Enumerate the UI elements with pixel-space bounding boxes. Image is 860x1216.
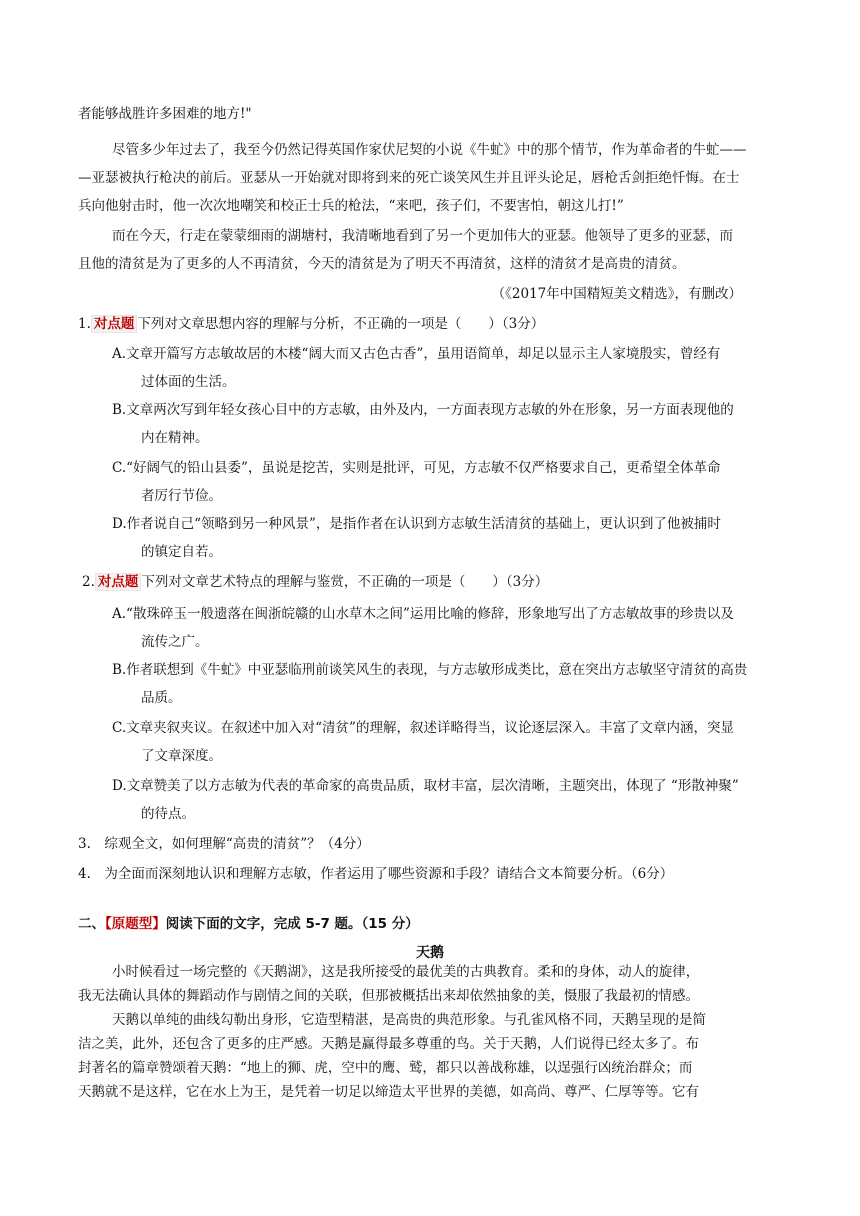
option-d: D.文章赞美了以方志敏为代表的革命家的高贵品质，取材丰富，层次清晰，主题突出，体现了 “形散神聚” [112, 778, 739, 794]
passage-title: 天鹅 [416, 945, 444, 961]
paragraph-line: 且他的清贫是为了更多的人不再清贫，今天的清贫是为了明天不再清贫，这样的清贫才是高贵的清贫。 [78, 256, 686, 272]
option-d-cont: 的镇定自若。 [141, 544, 222, 560]
paragraph-line: 我无法确认具体的舞蹈动作与剧情之间的关联，但那被概括出来却依然抽象的美，慑服了我最初的情感。 [78, 988, 699, 1004]
section-tag: 【原题型】 [105, 916, 166, 932]
option-b-cont: 品质。 [141, 690, 182, 706]
option-c: C.“好阔气的铅山县委”，虽说是挖苦，实则是批评，可见，方志敏不仅严格要求自己，更希望全体革命 [112, 460, 721, 476]
option-b: B.作者联想到《牛虻》中亚瑟临刑前谈笑风生的表现，与方志敏形成类比，意在突出方志敏坚守清贫的高贵 [112, 662, 748, 678]
paragraph-line: 小时候看过一场完整的《天鹅湖》，这是我所接受的最优美的古典教育。柔和的身体，动人的旋律， [112, 964, 700, 980]
option-a-cont: 流传之广。 [141, 634, 209, 650]
question-stem [78, 314, 800, 334]
question-number: 2. [82, 574, 95, 590]
section-number: 二、 [78, 916, 105, 932]
question-text: 下列对文章思想内容的理解与分析，不正确的一项是（ ）（3分） [137, 316, 545, 332]
paragraph-line: 天鹅就不是这样，它在水上为王，是凭着一切足以缔造太平世界的美德，如高尚、尊严、仁厚等等。它有 [78, 1084, 699, 1100]
section-instruction: 阅读下面的文字，完成 5-7 题。（15 分） [165, 916, 419, 932]
option-c: C.文章夹叙夹议。在叙述中加入对“清贫”的理解，叙述详略得当，议论逐层深入。丰富了文章内涵，突显 [112, 720, 734, 736]
option-d-cont: 的待点。 [141, 806, 195, 822]
option-c-cont: 了文章深度。 [141, 748, 222, 764]
paragraph-line: 者能够战胜许多困难的地方!" [78, 106, 252, 122]
paragraph-line: 尽管多少年过去了，我至今仍然记得英国作家伏尼契的小说《牛虻》中的那个情节，作为革命者的牛虻—— [112, 142, 747, 158]
option-c-cont: 者厉行节俭。 [141, 488, 222, 504]
question-4: 4. 为全面而深刻地认识和理解方志敏，作者运用了哪些资源和手段？请结合文本简要分析。（6分） [78, 866, 674, 882]
paragraph-line: 兵向他射击时，他一次次地嘲笑和校正士兵的枪法，“来吧，孩子们，不要害怕，朝这儿打!” [78, 198, 624, 214]
question-3: 3. 综观全文，如何理解“高贵的清贫”？（4分） [78, 836, 370, 852]
option-a: A.“散珠碎玉一般遗落在闽浙皖赣的山水草木之间”运用比喻的修辞，形象地写出了方志敏故事的珍贵以及 [112, 606, 734, 622]
question-number: 1. [78, 316, 91, 332]
paragraph-line: 天鹅以单纯的曲线勾勒出身形，它造型精湛，是高贵的典范形象。与孔雀风格不同，天鹅呈现的是简 [112, 1012, 706, 1028]
option-a: A.文章开篇写方志敏故居的木楼“阔大而又古色古香”，虽用语简单，却足以显示主人家境殷实，曾经有 [112, 346, 721, 362]
option-b: B.文章两次写到年轻女孩心目中的方志敏，由外及内，一方面表现方志敏的外在形象，另一方面表现他的 [112, 402, 734, 418]
source-citation: （《2017年中国精短美文精选》，有删改） [491, 286, 742, 302]
question-stem [82, 572, 800, 592]
option-d: D.作者说自己“领略到另一种风景”，是指作者在认识到方志敏生活清贫的基础上，更认识到了他被捕时 [112, 516, 721, 532]
paragraph-line: 而在今天，行走在蒙蒙细雨的湖塘村，我清晰地看到了另一个更加伟大的亚瑟。他领导了更多的亚瑟，而 [112, 228, 733, 244]
section-heading [78, 914, 800, 934]
paragraph-line: 洁之美，此外，还包含了更多的庄严感。天鹅是赢得最多尊重的鸟。关于天鹅，人们说得已经太多了。布 [78, 1036, 699, 1052]
paragraph-line: 封著名的篇章赞颂着天鹅：“地上的狮、虎，空中的鹰、鹫，都只以善战称雄，以逞强行凶统治群众；而 [78, 1060, 693, 1076]
question-text: 下列对文章艺术特点的理解与鉴赏，不正确的一项是（ ）（3分） [141, 574, 549, 590]
question-tag: 对点题 [91, 315, 138, 333]
paragraph-line: —亚瑟被执行枪决的前后。亚瑟从一开始就对即将到来的死亡谈笑风生并且评头论足，唇枪舌剑拒绝忏悔。在士 [78, 170, 740, 186]
option-b-cont: 内在精神。 [141, 430, 209, 446]
question-tag: 对点题 [95, 573, 142, 591]
option-a-cont: 过体面的生活。 [141, 374, 236, 390]
